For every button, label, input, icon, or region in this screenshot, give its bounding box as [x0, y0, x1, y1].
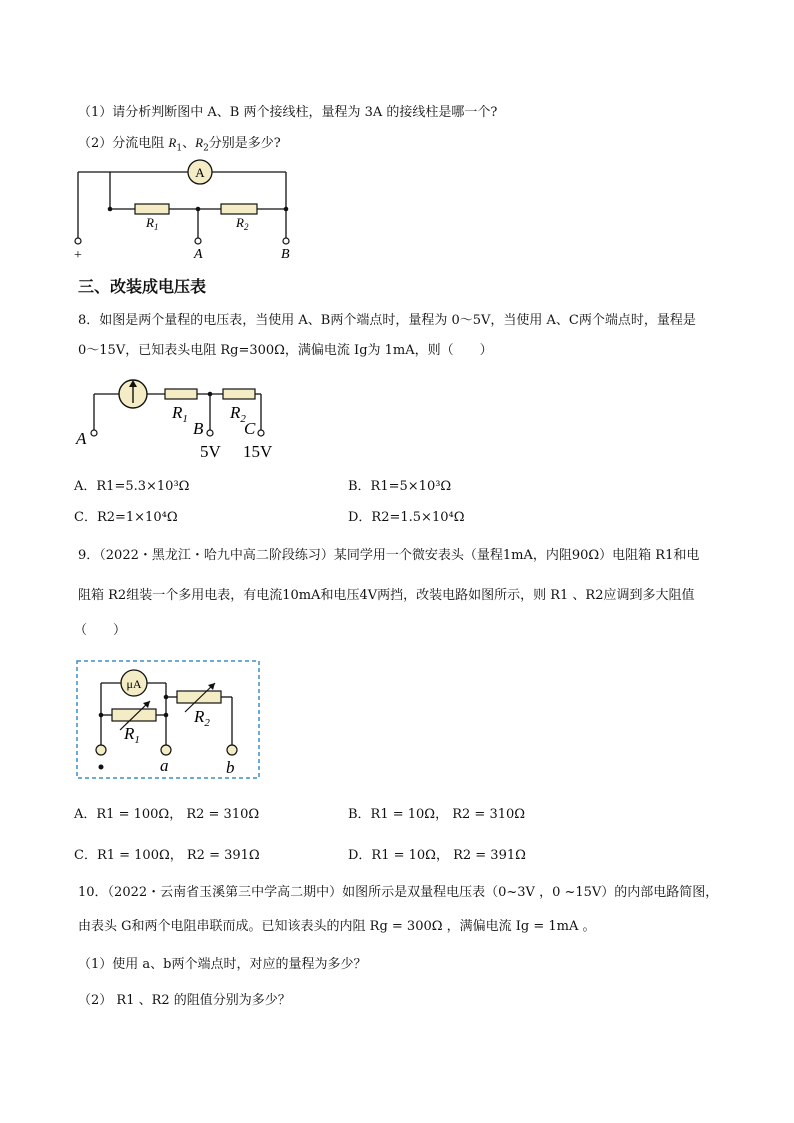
terminal-common — [96, 745, 106, 755]
svg-text:R1: $R_1$ — [172, 403, 188, 425]
svg-text:R1: $R_1$ — [146, 215, 159, 232]
resistor-r1 — [112, 709, 156, 721]
q8-option-d[interactable]: D．R2=1.5×10⁴Ω — [348, 510, 465, 525]
svg-text:R2: $R_2$ — [236, 215, 249, 232]
q10-part2: （2） R1 、R2 的阻值分别为多少？ — [78, 993, 291, 1008]
microammeter-label: μA — [126, 677, 142, 691]
q9-option-c[interactable]: C．R1 = 100Ω， R2 = 391Ω — [74, 848, 260, 863]
q8-option-a[interactable]: A．R1=5.3×10³Ω — [74, 479, 190, 494]
svg-text:B: B — [281, 247, 290, 262]
terminal-a — [161, 745, 171, 755]
q10-line1: 10．（2022・云南省玉溪第三中学高二期中）如图所示是双量程电压表（0~3V ，0 ~15V）的内部电路简图， — [78, 885, 719, 900]
q9-line3: （ ） — [74, 623, 127, 638]
svg-text:A: A — [76, 429, 87, 448]
svg-text:R2: $R_2$ — [194, 707, 210, 729]
svg-text:15V: 15V — [243, 442, 273, 461]
svg-text:5V: 5V — [200, 442, 221, 461]
svg-text:+: + — [74, 248, 82, 263]
q8-line1: 8．如图是两个量程的电压表，当使用 A、B两个端点时，量程为 0～5V，当使用 A、C两个端点时，量程是 — [78, 313, 696, 328]
svg-text:A: A — [194, 247, 203, 262]
q7-part1: （1）请分析判断图中 A、B 两个接线柱，量程为 3A 的接线柱是哪一个? — [78, 105, 498, 120]
q8-line2: 0～15V，已知表头电阻 Rg=300Ω，满偏电流 Ig为 1mA，则（ ） — [78, 343, 493, 358]
q9-line2: 阻箱 R2组装一个多用电表，有电流10mA和电压4V两挡，改装电路如图所示，则 R1 、R2应调到多大阻值 — [78, 588, 695, 603]
ammeter-label: A — [195, 165, 205, 180]
common-dot — [99, 765, 104, 770]
q9-option-b[interactable]: B．R1 = 10Ω， R2 = 310Ω — [348, 807, 526, 822]
resistor-r2 — [177, 691, 221, 703]
terminal-b — [227, 745, 237, 755]
q8-option-c[interactable]: C．R2=1×10⁴Ω — [74, 510, 178, 525]
q10-line2: 由表头 G和两个电阻串联而成。已知该表头的内阻 Rg = 300Ω ，满偏电流 Ig = 1mA 。 — [78, 919, 596, 934]
svg-text:R2: $R_2$ — [230, 403, 246, 425]
svg-text:B: B — [193, 419, 204, 438]
q9-option-a[interactable]: A．R1 = 100Ω， R2 = 310Ω — [74, 807, 260, 822]
q9-option-d[interactable]: D．R1 = 10Ω， R2 = 391Ω — [348, 848, 526, 863]
svg-text:a: a — [160, 756, 169, 775]
q7-part2: （2）分流电阻 $R_1$、$R_2$分别是多少? — [78, 135, 281, 154]
q8-option-b[interactable]: B．R1=5×10³Ω — [348, 479, 452, 494]
section-heading: 三、改装成电压表 — [78, 277, 207, 296]
q9-line1: 9．（2022・黑龙江・哈九中高二阶段练习）某同学用一个微安表头（量程1mA，内阻90Ω）电阻箱 R1和电 — [78, 548, 700, 563]
q10-part1: （1）使用 a、b两个端点时，对应的量程为多少？ — [78, 957, 367, 972]
svg-text:C: C — [244, 419, 256, 438]
svg-text:R1: $R_1$ — [124, 724, 140, 746]
svg-text:b: b — [226, 758, 235, 777]
